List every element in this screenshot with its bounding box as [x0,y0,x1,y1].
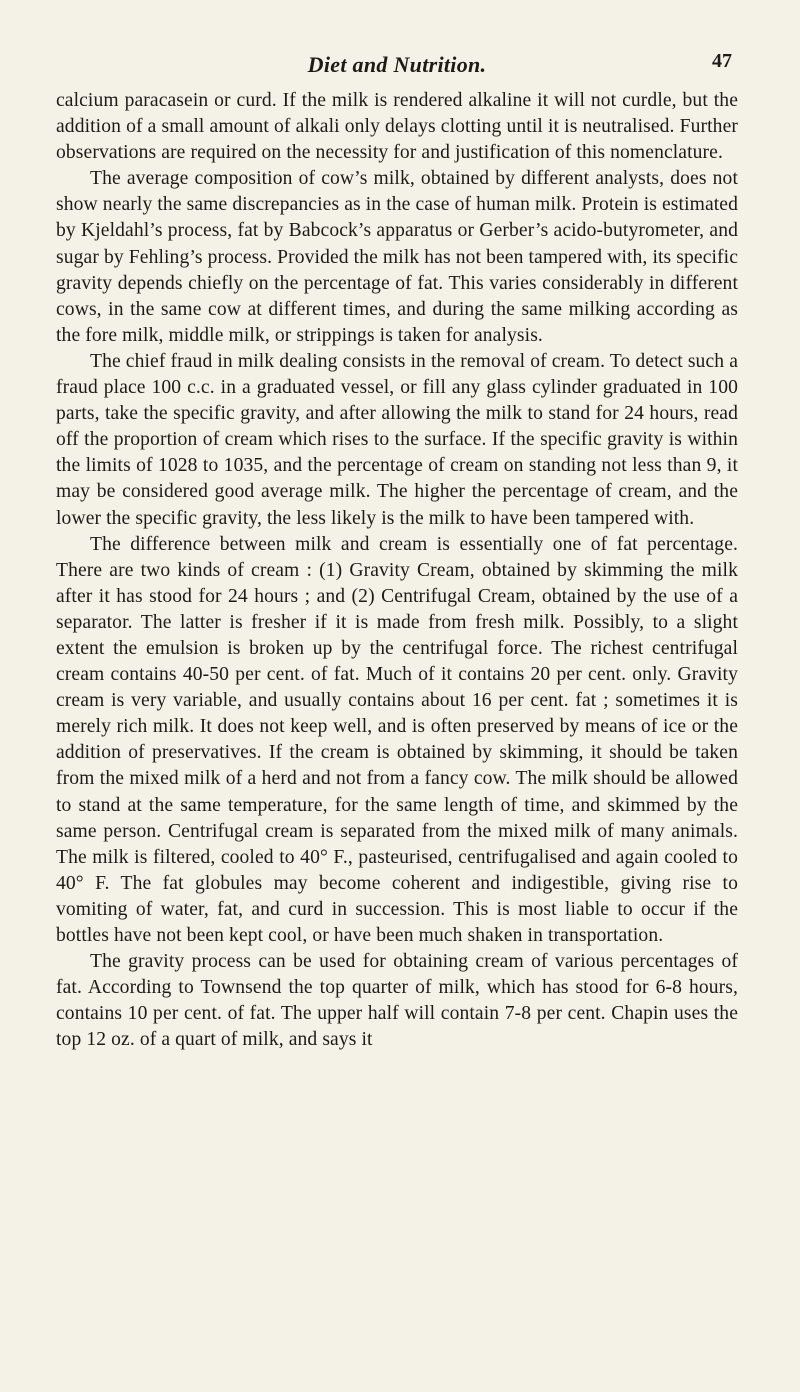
paragraph-continued: calcium paracasein or curd. If the milk is rendered alkaline it will not curdle, but the addition of a small amount of alkali only delays clotting until it is neutralised. Further observations are required on the necessity for and justification of this nomenclature. [56,90,738,164]
paragraph-cows-milk-composition: The average composition of cow’s milk, obtained by different analysts, does not show nearly the same discrepancies as in the case of human milk. Protein is estimated by Kjeldahl’s process, fat by Babcock’s apparatus or Gerber’s acido-butyrometer, and sugar by Fehling’s process. Provided the milk has not been tampered with, its specific gravity depends chiefly on the percentage of fat. This varies considerably in different cows, in the same cow at different times, and during the same milking according as the fore milk, middle milk, or strippings is taken for analysis. [56,168,738,346]
page-number: 47 [712,50,732,72]
paragraph-milk-fraud: The chief fraud in milk dealing consists in the removal of cream. To detect such a fraud place 100 c.c. in a graduated vessel, or fill any glass cylinder graduated in 100 parts, take the specific gravity, and after allowing the milk to stand for 24 hours, read off the proportion of cream which rises to the surface. If the specific gravity is within the limits of 1028 to 1035, and the percentage of cream on standing not less than 9, it may be considered good average milk. The higher the percentage of cream, and the lower the specific gravity, the less likely is the milk to have been tampered with. [56,350,738,529]
running-head [56,48,738,88]
paragraph-milk-and-cream: The difference between milk and cream is essentially one of fat percentage. There are two kinds of cream : (1) Gravity Cream, obtained by skimming the milk after it has stood for 24 hours ; and (2) Centrifugal Cream, obtained by the use of a separator. The latter is fresher if it is made from fresh milk. Possibly, to a slight extent the emulsion is broken up by the centrifugal force. The richest centrifugal cream contains 40-50 per cent. of fat. Much of it contains 20 per cent. only. Gravity cream is very variable, and usually contains about 16 per cent. fat ; sometimes it is merely rich milk. It does not keep well, and is often preserved by means of ice or the addition of preservatives. If the cream is obtained by skimming, it should be taken from the mixed milk of a herd and not from a fancy cow. The milk should be allowed to stand at the same temperature, for the same length of time, and skimmed by the same person. Centrifugal cream is separated from the mixed milk of many animals. The milk is filtered, cooled to 40° F., pasteurised, centrifugalised and again cooled to 40° F. The fat globules may become coherent and indigestible, giving rise to vomiting of water, fat, and curd in succession. This is most liable to occur if the bottles have not been kept cool, or have been much shaken in transportation. [56,533,738,946]
body-text [56,88,738,1053]
running-title: Diet and Nutrition. [307,52,487,77]
paragraph-gravity-process: The gravity process can be used for obtaining cream of various percentages of fat. According to Townsend the top quarter of milk, which has stood for 6-8 hours, contains 10 per cent. of fat. The upper half will contain 7-8 per cent. Chapin uses the top 12 oz. of a quart of milk, and says it [56,951,738,1051]
